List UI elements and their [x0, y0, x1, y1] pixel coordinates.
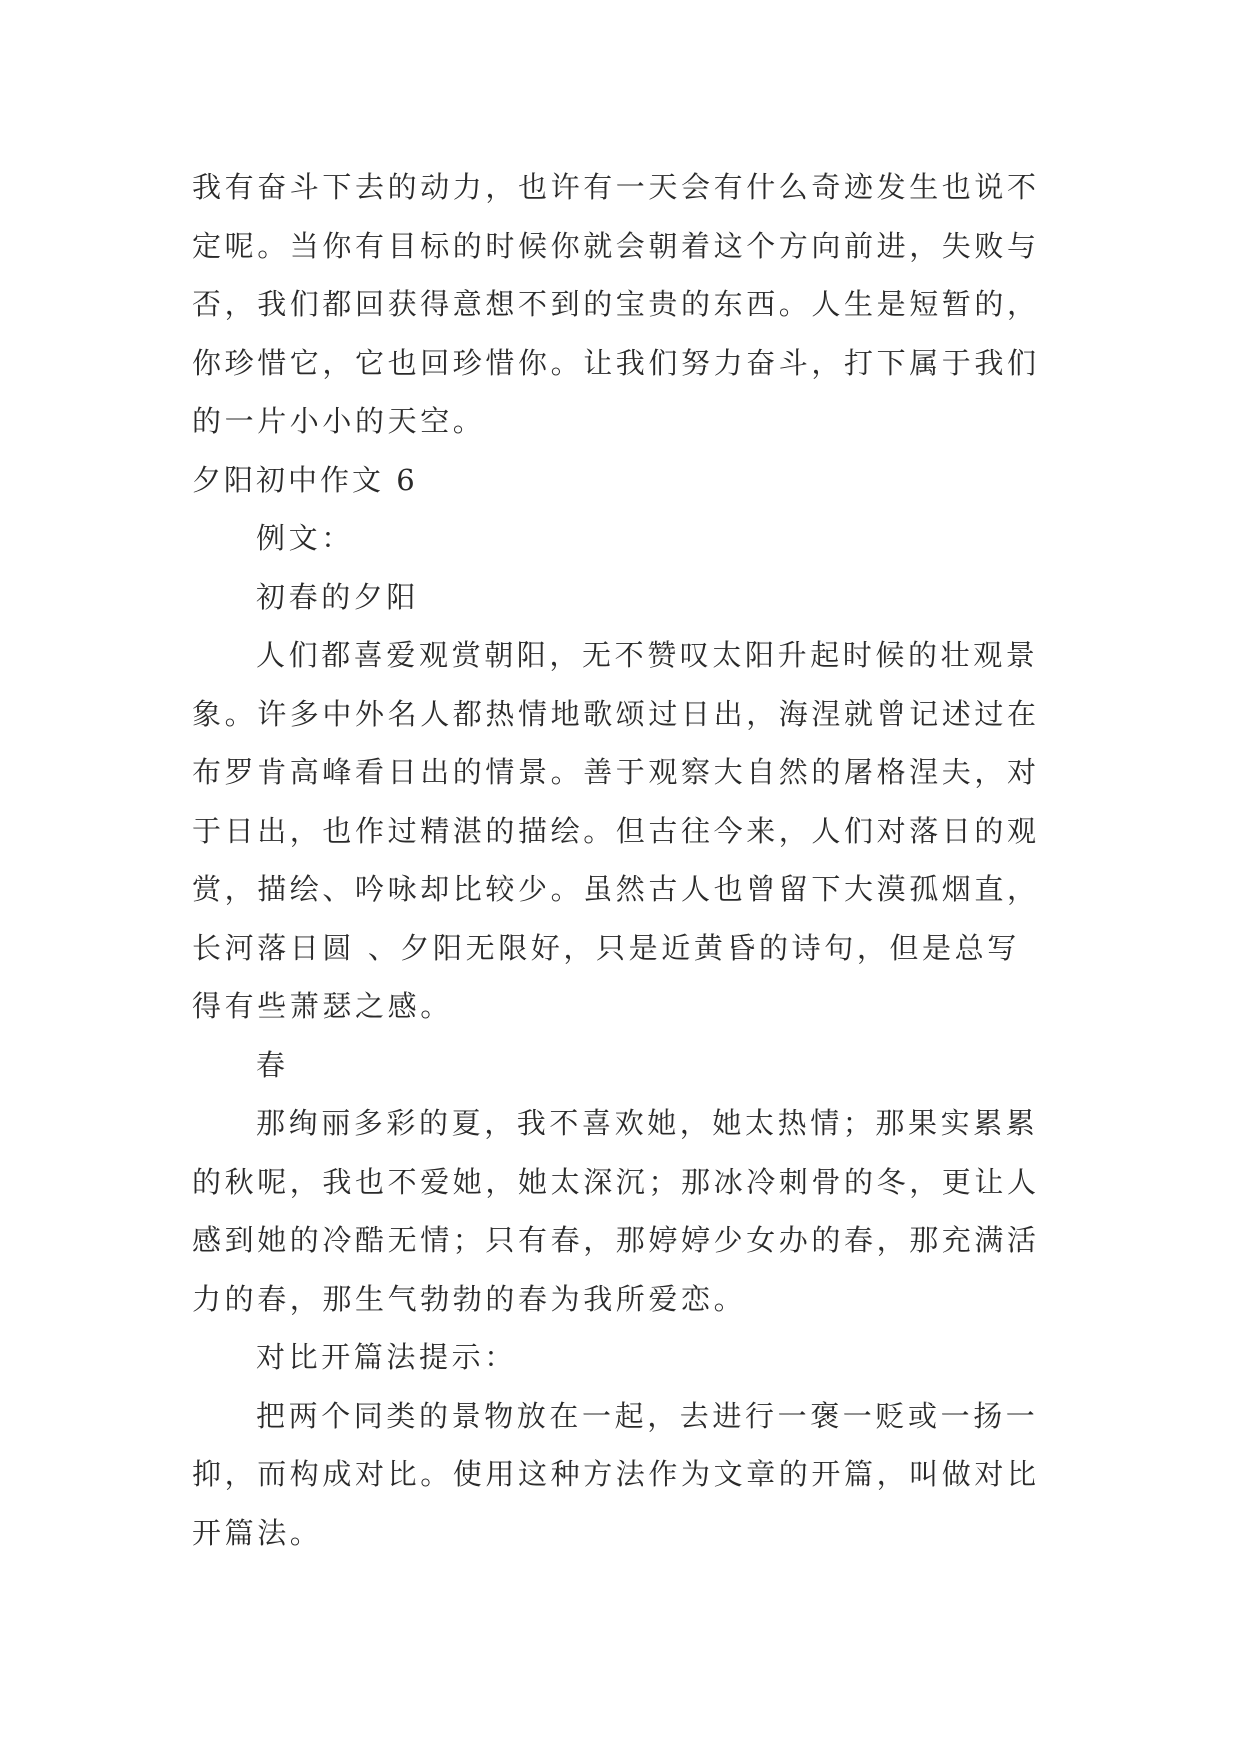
example-label: 例文：: [256, 521, 354, 555]
document-body: [192, 158, 1072, 1562]
paragraph-line: 否，我们都回获得意想不到的宝贵的东西。人生是短暂的，: [192, 287, 1040, 321]
paragraph-line: 感到她的冷酷无情；只有春，那婷婷少女办的春，那充满活: [192, 1223, 1040, 1257]
paragraph-line: 我有奋斗下去的动力，也许有一天会有什么奇迹发生也说不: [192, 170, 1040, 204]
paragraph-line: 你珍惜它，它也回珍惜你。让我们努力奋斗，打下属于我们: [192, 345, 1040, 380]
tip-heading: 对比开篇法提示：: [256, 1340, 517, 1374]
paragraph-line: 赏，描绘、吟咏却比较少。虽然古人也曾留下大漠孤烟直，: [192, 872, 1040, 906]
paragraph-line: 长河落日圆 、夕阳无限好，只是近黄昏的诗句，但是总写: [192, 930, 1020, 965]
subheading: 春: [256, 1047, 289, 1082]
essay-title: 初春的夕阳: [256, 579, 420, 614]
paragraph-line: 抑，而构成对比。使用这种方法作为文章的开篇，叫做对比: [192, 1457, 1040, 1491]
paragraph-line: 的秋呢，我也不爱她，她太深沉；那冰冷刺骨的冬，更让人: [192, 1164, 1040, 1199]
paragraph-line: 于日出，也作过精湛的描绘。但古往今来，人们对落日的观: [192, 813, 1040, 848]
paragraph-line: 把两个同类的景物放在一起，去进行一褒一贬或一扬一: [256, 1398, 1039, 1433]
paragraph-line: 力的春，那生气勃勃的春为我所爱恋。: [192, 1281, 747, 1316]
paragraph-line: 那绚丽多彩的夏，我不喜欢她，她太热情；那果实累累: [256, 1106, 1039, 1140]
paragraph-line: 开篇法。: [192, 1515, 323, 1550]
section-title: 夕阳初中作文 6: [192, 462, 418, 497]
paragraph-line: 定呢。当你有目标的时候你就会朝着这个方向前进，失败与: [192, 228, 1040, 263]
paragraph-line: 得有些萧瑟之感。: [192, 989, 453, 1023]
paragraph-line: 象。许多中外名人都热情地歌颂过日出，海涅就曾记述过在: [192, 696, 1040, 731]
paragraph-line: 的一片小小的天空。: [192, 404, 486, 438]
paragraph-line: 布罗肯高峰看日出的情景。善于观察大自然的屠格涅夫，对: [192, 755, 1040, 789]
paragraph-line: 人们都喜爱观赏朝阳，无不赞叹太阳升起时候的壮观景: [256, 638, 1039, 672]
